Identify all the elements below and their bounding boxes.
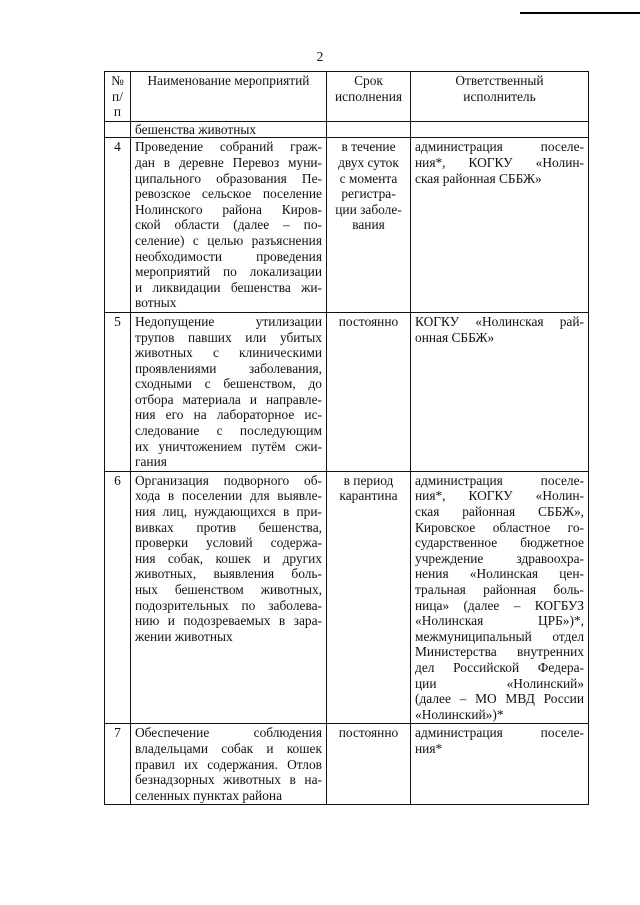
responsible-cell-line: дел Российской Федера-	[415, 659, 584, 675]
responsible-cell-line: ния*, КОГКУ «Нолин-	[415, 488, 584, 504]
responsible-cell-line: Министерства внутренних	[415, 644, 584, 660]
row-number: 6	[105, 471, 131, 724]
responsible-cell-line: «Нолинский»)*	[415, 706, 504, 722]
deadline-cell-line: в период	[343, 472, 394, 488]
activity-cell	[131, 724, 327, 805]
responsible-cell-line: КОГКУ «Нолинская рай-	[415, 313, 584, 329]
activity-cell-line: сходными с бешенством, до	[135, 376, 322, 392]
activity-cell-line: бешенства животных	[135, 121, 257, 137]
deadline-cell-line: в течение	[341, 139, 396, 155]
table-row	[105, 471, 589, 724]
row-number	[105, 121, 131, 138]
activity-cell-line: следование с последующим	[135, 423, 322, 439]
activity-cell-line: селение) с целью разъяснения	[135, 232, 322, 248]
deadline-cell	[327, 312, 411, 471]
responsible-cell-line: ния*	[415, 740, 443, 756]
activity-cell-line: животных с клиническими	[135, 345, 322, 361]
responsible-cell-line: учреждение здравоохра-	[415, 550, 584, 566]
activity-cell-line: правил их содержания. Отлов	[135, 756, 322, 772]
responsible-cell-line: сударственное бюджетное	[415, 535, 584, 551]
responsible-cell-line: администрация поселе-	[415, 725, 584, 741]
responsible-cell-line: нения «Нолинская цен-	[415, 566, 584, 582]
deadline-cell	[327, 138, 411, 313]
activity-cell-line: дан в деревне Перевоз муни-	[135, 154, 322, 170]
table-header-row	[105, 72, 589, 122]
activity-cell-line: ния собак, кошек и других	[135, 550, 322, 566]
activity-cell-line: Обеспечение соблюдения	[135, 725, 322, 741]
activity-cell-line: Организация подворного об-	[135, 472, 322, 488]
header-num	[105, 72, 131, 122]
responsible-cell-line: ница» (далее – КОГБУЗ	[415, 597, 584, 613]
header-responsible-line: исполнитель	[463, 88, 536, 104]
header-responsible	[411, 72, 589, 122]
responsible-cell-line: Кировское областное го-	[415, 519, 584, 535]
responsible-cell-line: ская районная СББЖ»,	[415, 504, 584, 520]
table-body	[105, 121, 589, 805]
activity-cell-line: трупов павших или убитых	[135, 329, 322, 345]
table-row	[105, 312, 589, 471]
activity-cell	[131, 471, 327, 724]
activity-cell-line: вивках против бешенства,	[135, 519, 322, 535]
table-row	[105, 138, 589, 313]
activity-cell	[131, 121, 327, 138]
table-row	[105, 121, 589, 138]
responsible-cell	[411, 471, 589, 724]
deadline-cell	[327, 471, 411, 724]
header-deadline-line: Срок	[354, 73, 383, 88]
header-num-line: п/п	[112, 88, 123, 120]
deadline-cell-line: ции заболе-	[335, 201, 402, 217]
deadline-cell-line: постоянно	[338, 725, 399, 741]
activity-cell-line: ской области (далее – по-	[135, 217, 322, 233]
activity-cell-line: отбора материала и направле-	[135, 391, 322, 407]
activity-cell	[131, 138, 327, 313]
header-activity	[131, 72, 327, 122]
responsible-cell-line: ния*, КОГКУ «Нолин-	[415, 154, 584, 170]
responsible-cell	[411, 312, 589, 471]
deadline-cell-line: вания	[352, 217, 385, 233]
deadline-cell-line: регистра-	[341, 186, 396, 202]
responsible-cell	[411, 724, 589, 805]
row-number: 4	[105, 138, 131, 313]
responsible-cell-line: (далее – МО МВД России	[415, 691, 584, 707]
activity-cell-line: ных бешенством животных,	[135, 582, 322, 597]
deadline-cell-line: постоянно	[338, 313, 399, 329]
activity-cell-line: Недопущение утилизации	[135, 313, 322, 329]
table-row	[105, 724, 589, 805]
responsible-cell-line: тральная районная боль-	[415, 582, 584, 597]
responsible-cell-line: «Нолинская ЦРБ»)*,	[415, 613, 584, 629]
activity-cell-line: проверки условий содержа-	[135, 535, 322, 551]
activity-cell-line: и ликвидации бешенства жи-	[135, 279, 322, 295]
responsible-cell-line: онная СББЖ»	[415, 329, 495, 345]
activity-cell-line: селенных пунктах района	[135, 787, 283, 803]
activity-cell-line: безнадзорных животных в на-	[135, 772, 322, 788]
responsible-cell	[411, 138, 589, 313]
activity-cell-line: ревозское сельское поселение	[135, 186, 322, 202]
header-responsible-line: Ответственный	[455, 73, 544, 88]
activity-cell-line: мероприятий по локализации	[135, 264, 322, 280]
activity-cell-line: хода в поселении для выявле-	[135, 488, 322, 504]
activity-cell-line: Нолинского района Киров-	[135, 201, 322, 217]
activity-cell-line: проявлениями заболевания,	[135, 360, 322, 376]
activity-cell	[131, 312, 327, 471]
activity-cell-line: их уничтожением путём сжи-	[135, 438, 322, 454]
responsible-cell	[411, 121, 589, 138]
activity-cell-line: ния лиц, нуждающихся в при-	[135, 504, 322, 520]
responsible-cell-line: ская районная СББЖ»	[415, 170, 542, 186]
activity-cell-line: гания	[135, 454, 167, 470]
responsible-cell-line: администрация поселе-	[415, 472, 584, 488]
responsible-cell-line: администрация поселе-	[415, 139, 584, 155]
activity-cell-line: Проведение собраний граж-	[135, 139, 322, 155]
header-deadline	[327, 72, 411, 122]
page-number: 2	[316, 49, 324, 64]
deadline-cell-line: двух суток	[338, 154, 399, 170]
deadline-cell-line: карантина	[339, 488, 398, 504]
row-number: 7	[105, 724, 131, 805]
activity-cell-line: подозрительных по заболева-	[135, 597, 322, 613]
responsible-cell-line: межмуниципальный отдел	[415, 628, 584, 644]
header-activity-line: Наименование мероприятий	[147, 73, 310, 88]
activity-cell-line: животных, выявления боль-	[135, 566, 322, 582]
deadline-cell-line: с момента	[339, 170, 398, 186]
header-deadline-line: исполнения	[334, 88, 403, 104]
responsible-cell-line: ции «Нолинский»	[415, 675, 584, 691]
activity-cell-line: нию и подозреваемых в зара-	[135, 613, 322, 629]
activity-cell-line: ципального образования Пе-	[135, 170, 322, 186]
activity-cell-line: владельцами собак и кошек	[135, 740, 322, 756]
activity-cell-line: необходимости проведения	[135, 248, 322, 264]
activities-table	[104, 71, 589, 805]
deadline-cell	[327, 121, 411, 138]
top-rule	[520, 12, 640, 14]
activity-cell-line: вотных	[135, 295, 177, 311]
header-num-line: №	[111, 73, 124, 88]
activity-cell-line: жении животных	[135, 628, 233, 644]
deadline-cell	[327, 724, 411, 805]
activity-cell-line: ния его на лабораторное ис-	[135, 407, 322, 423]
row-number: 5	[105, 312, 131, 471]
